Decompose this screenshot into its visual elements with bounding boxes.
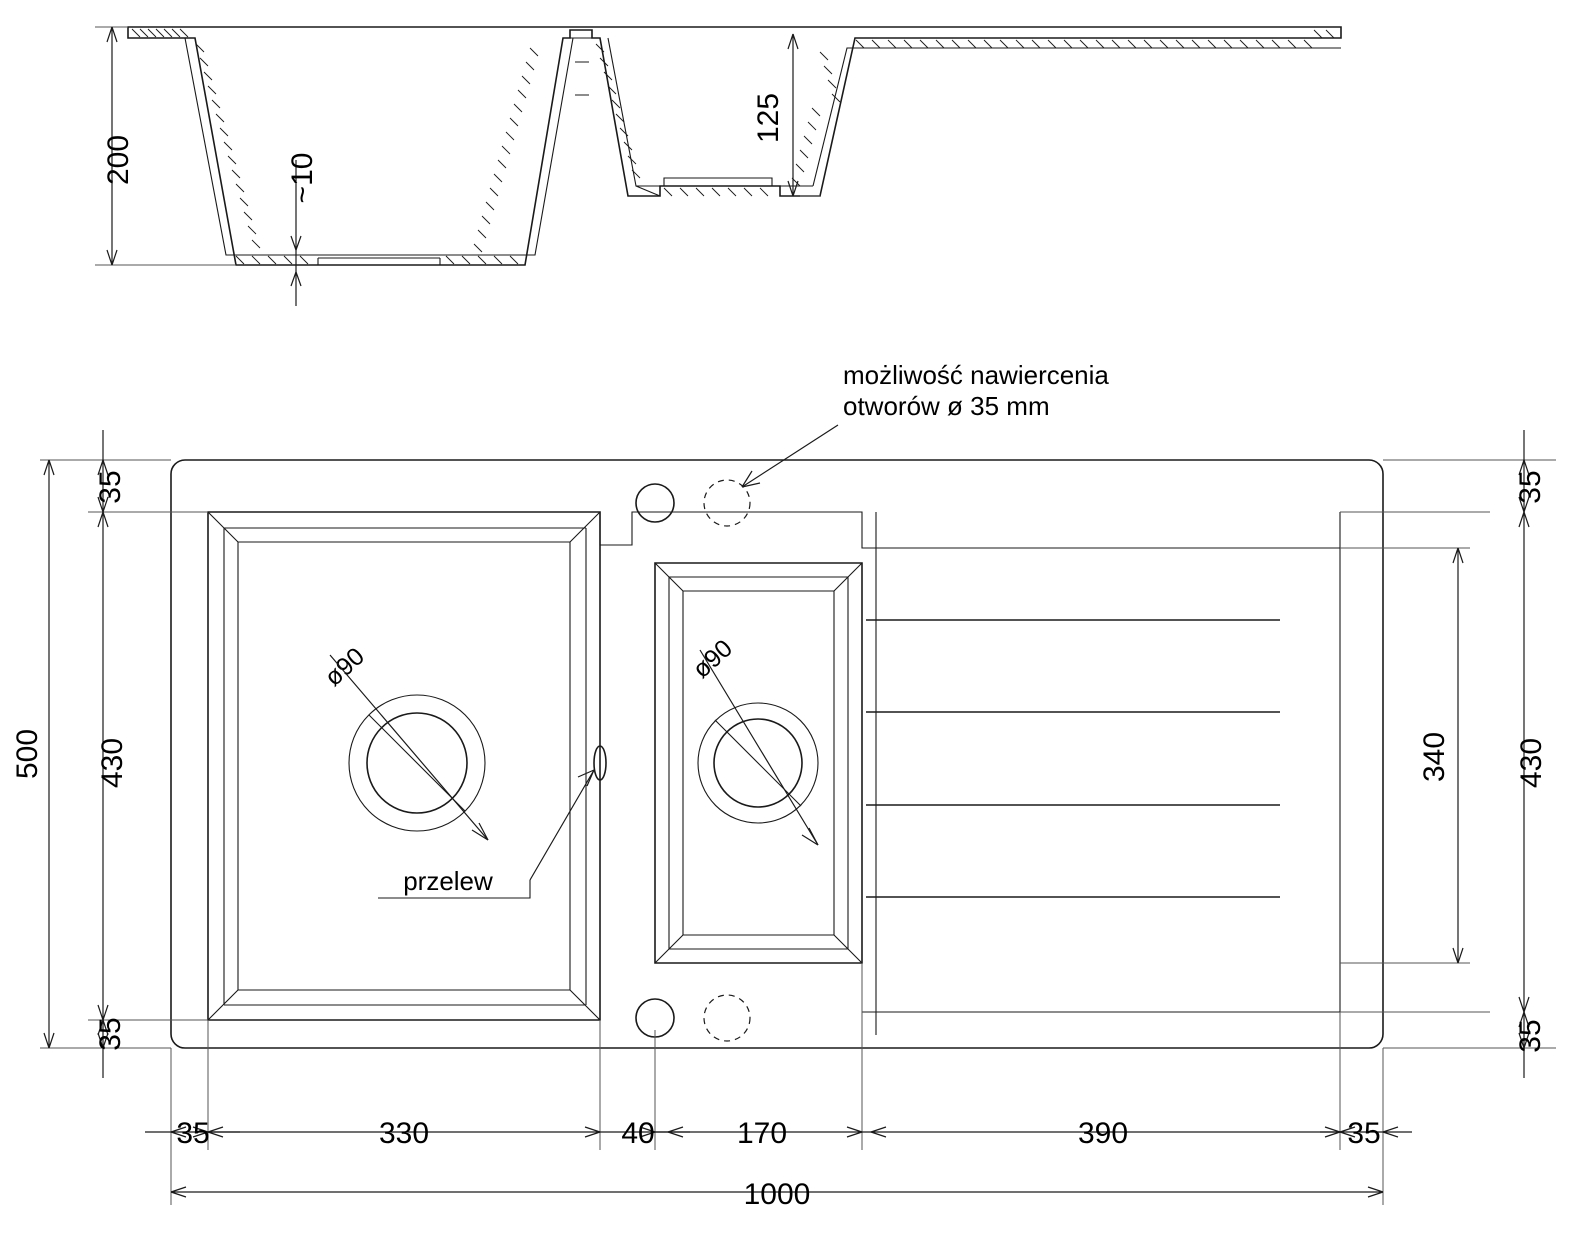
bottom-dim-390: 390 [1077,1117,1129,1150]
drain-label-right: ø90 [687,634,739,684]
left-dim-500: 500 [11,728,44,780]
drill-note-line-1: możliwość nawiercenia [843,360,1109,390]
left-dim-35-top: 35 [94,470,127,504]
bottom-dim-35-right: 35 [1347,1117,1381,1150]
bottom-dim-170: 170 [736,1117,788,1150]
overflow-label: przelew [403,866,493,896]
drainer-ribs [866,620,1280,897]
right-dim-35-top: 35 [1514,470,1547,504]
right-dim-35-bottom: 35 [1514,1019,1547,1053]
left-dim-430: 430 [96,737,129,789]
section-dim-10: ~10 [286,152,319,204]
top-view [11,360,1556,1211]
main-bowl-outline [208,512,600,1020]
bottom-dim-1000: 1000 [743,1178,811,1211]
section-dim-125: 125 [752,92,785,144]
section-view [95,27,1341,306]
left-dim-35-bottom: 35 [94,1017,127,1051]
optional-hole-bottom [704,995,750,1041]
section-dim-200: 200 [102,134,135,186]
right-dim-340: 340 [1418,731,1451,783]
right-dim-430: 430 [1515,737,1548,789]
drain-label-left: ø90 [319,642,371,692]
tap-hole-top [636,484,674,522]
bottom-dim-40: 40 [621,1117,655,1150]
bottom-dim-330: 330 [378,1117,430,1150]
bottom-dim-35-left: 35 [176,1117,210,1150]
drill-note-line-2: otworów ø 35 mm [843,391,1050,421]
